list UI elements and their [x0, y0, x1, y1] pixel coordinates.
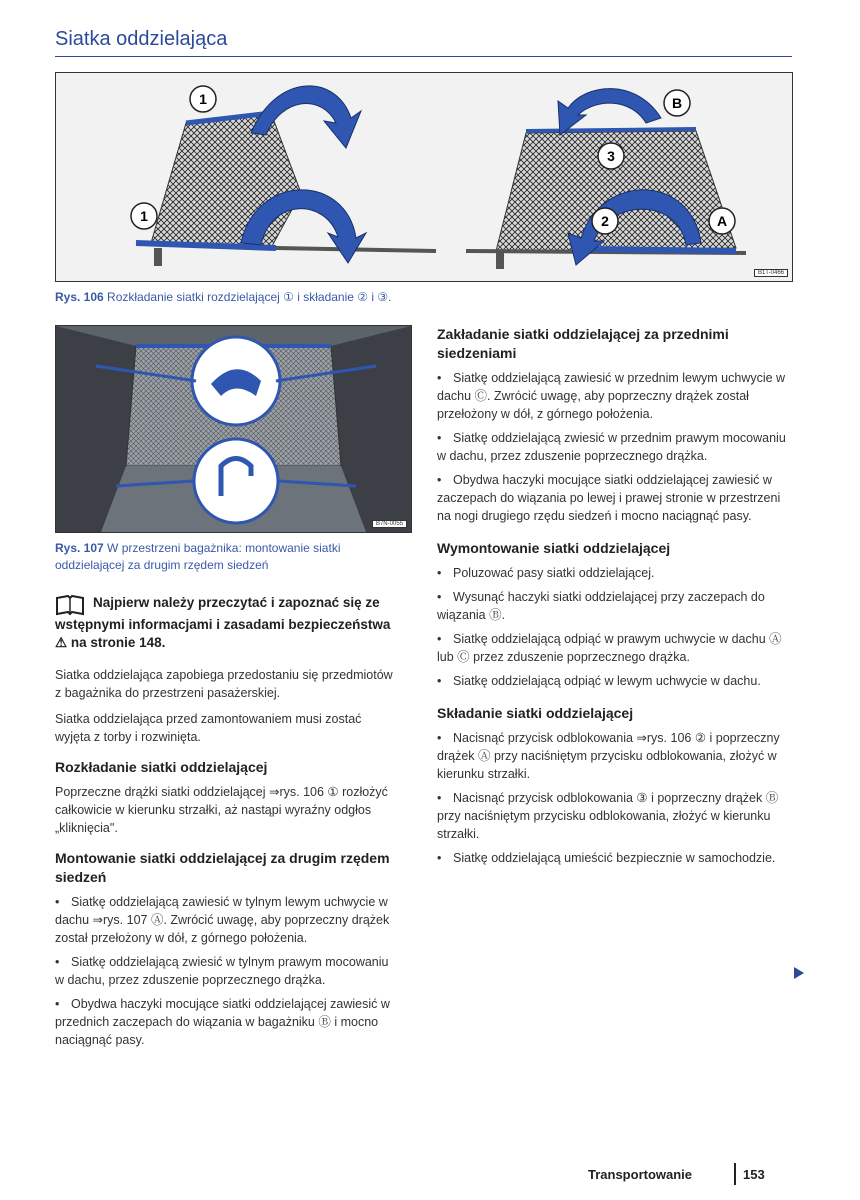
- figure-107-caption: [55, 540, 400, 574]
- safety-notice-text: Najpierw należy przeczytać i zapoznać się ze wstępnymi informacjami i zasadami bezpieczeństwa ⚠ na stronie 148.: [55, 595, 391, 650]
- callout-1-top: [190, 86, 216, 112]
- list-item: • Wysunąć haczyki siatki oddzielającej przy zaczepach do wiązania Ⓑ.: [437, 590, 765, 622]
- safety-notice: [55, 594, 400, 652]
- bullet-icon: •: [55, 895, 60, 909]
- figure-106-caption-label: Rys. 106: [55, 290, 104, 304]
- svg-text:1: 1: [199, 91, 207, 107]
- list-item: • Nacisnąć przycisk odblokowania ⇒rys. 106 ② i poprzeczny drążek Ⓐ przy naciśniętym przycisku odblokowania, złożyć w kierunku strzałki.: [437, 731, 780, 781]
- callout-3: [598, 143, 624, 169]
- list-item: • Obydwa haczyki mocujące siatki oddzielającej zawiesić w zaczepach do wiązania po lewej i prawej stronie w przestrzeni na nogi drugiego rzędu siedzeń i mocno naciągnąć pasy.: [437, 473, 781, 523]
- bullet-icon: •: [437, 566, 442, 580]
- figure-106-illustration: [56, 73, 792, 281]
- bullet-icon: •: [437, 851, 442, 865]
- list-item: • Siatkę oddzielającą odpiąć w prawym uchwycie w dachu Ⓐ lub Ⓒ przez zduszenie poprzecznego drążka.: [437, 632, 782, 664]
- figure-107-caption-label: Rys. 107: [55, 541, 104, 555]
- figure-106-code: B1T-0466: [754, 269, 788, 277]
- bullet-icon: •: [437, 632, 442, 646]
- page-number: 153: [743, 1167, 765, 1182]
- heading-fold: Składanie siatki oddzielającej: [437, 705, 634, 721]
- bullet-icon: •: [437, 674, 442, 688]
- list-item: • Siatkę oddzielającą odpiąć w lewym uchwycie w dachu.: [437, 674, 761, 688]
- list-item: • Siatkę oddzielającą zwiesić w przednim prawym mocowaniu w dachu, przez zduszenie poprzecznego drążka.: [437, 431, 786, 463]
- heading-mount-rear: Montowanie siatki oddzielającej za drugim rzędem siedzeń: [55, 850, 390, 885]
- bullet-icon: •: [437, 791, 442, 805]
- bullet-icon: •: [437, 473, 442, 487]
- intro-paragraph-1: Siatka oddzielająca zapobiega przedostaniu się przedmiotów z bagażnika do przestrzeni pasażerskiej.: [55, 668, 393, 700]
- figure-106-caption-text: Rozkładanie siatki rozdzielającej ① i składanie ② i ③.: [107, 290, 392, 304]
- bullet-icon: •: [55, 997, 60, 1011]
- crossbar-bottom-right: [586, 249, 736, 251]
- callout-b: [664, 90, 690, 116]
- left-column: [55, 594, 400, 1055]
- svg-text:3: 3: [607, 148, 615, 164]
- unfold-paragraph: Poprzeczne drążki siatki oddzielającej ⇒rys. 106 ① rozłożyć całkowicie w kierunku strzałki, aż nastąpi wyraźny odgłos „kliknięcia".: [55, 785, 388, 835]
- bullet-icon: •: [437, 371, 442, 385]
- next-page-arrow-icon: [794, 967, 804, 979]
- right-column: [437, 325, 792, 873]
- bullet-icon: •: [437, 731, 442, 745]
- figure-106-caption: [55, 289, 795, 306]
- figure-107-caption-text: W przestrzeni bagażnika: montowanie siatki oddzielającej za drugim rzędem siedzeń: [55, 541, 341, 572]
- figure-106: [55, 72, 793, 282]
- list-item: • Poluzować pasy siatki oddzielającej.: [437, 566, 655, 580]
- list-item: • Siatkę oddzielającą zwiesić w tylnym prawym mocowaniu w dachu, przez zduszenie poprzecznego drążka.: [55, 955, 389, 987]
- list-item: • Siatkę oddzielającą zawiesić w tylnym lewym uchwycie w dachu ⇒rys. 107 Ⓐ. Zwrócić uwagę, aby poprzeczny drążek został przełożony w dół, z górnego położenia.: [55, 895, 390, 945]
- figure-107-code: B7N-0055: [372, 520, 407, 528]
- svg-text:1: 1: [140, 208, 148, 224]
- bullet-icon: •: [437, 590, 442, 604]
- heading-mount-front: Zakładanie siatki oddzielającej za przednimi siedzeniami: [437, 326, 729, 361]
- list-item: • Siatkę oddzielającą zawiesić w przednim lewym uchwycie w dachu Ⓒ. Zwrócić uwagę, aby poprzeczny drążek został przełożony w dół, z górnego położenia.: [437, 371, 786, 421]
- footer-divider: [734, 1163, 736, 1185]
- bullet-icon: •: [437, 431, 442, 445]
- figure-107-illustration: [56, 326, 411, 532]
- svg-text:A: A: [716, 213, 728, 229]
- detail-floor-hook: [194, 439, 278, 523]
- svg-text:2: 2: [601, 213, 609, 229]
- crossbar-top-right: [526, 129, 696, 131]
- list-item: • Siatkę oddzielającą umieścić bezpiecznie w samochodzie.: [437, 851, 776, 865]
- net-left: [151, 113, 301, 248]
- list-item: • Obydwa haczyki mocujące siatki oddzielającej zawiesić w przednich zaczepach do wiązania w bagażniku Ⓑ i mocno naciągnąć pasy.: [55, 997, 390, 1047]
- bullet-icon: •: [55, 955, 60, 969]
- section-title: Siatka oddzielająca: [55, 28, 228, 50]
- manual-book-icon: [55, 594, 85, 616]
- callout-a: [709, 208, 735, 234]
- title-rule: [55, 56, 792, 57]
- intro-paragraph-2: Siatka oddzielająca przed zamontowaniem musi zostać wyjęta z torby i rozwinięta.: [55, 712, 362, 744]
- callout-1-bottom: [131, 203, 157, 229]
- figure-107: [55, 325, 412, 533]
- heading-unfold: Rozkładanie siatki oddzielającej: [55, 759, 268, 775]
- list-item: • Nacisnąć przycisk odblokowania ③ i poprzeczny drążek Ⓑ przy naciśniętym przycisku odblokowania, złożyć w kierunku strzałki.: [437, 791, 779, 841]
- footer-section: Transportowanie: [588, 1167, 693, 1182]
- rod-foot-left: [154, 248, 162, 266]
- callout-2: [592, 208, 618, 234]
- heading-remove: Wymontowanie siatki oddzielającej: [437, 540, 671, 556]
- rod-foot-right: [496, 253, 504, 269]
- svg-text:B: B: [671, 95, 683, 111]
